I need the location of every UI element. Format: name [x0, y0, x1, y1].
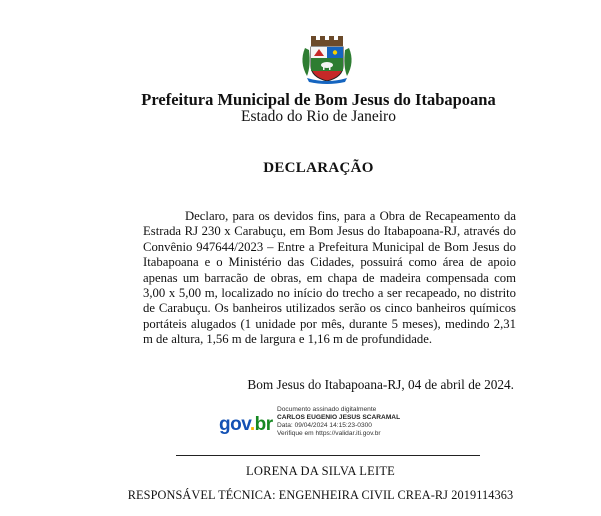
- govbr-logo-dot: .: [249, 414, 255, 435]
- document-heading: DECLARAÇÃO: [263, 160, 374, 176]
- signature-details: [277, 406, 400, 438]
- govbr-logo-br: br: [254, 414, 273, 435]
- signature-caption: Documento assinado digitalmente: [277, 406, 377, 413]
- declaration-paragraph: Declaro, para os devidos fins, para a Obra de Recapeamento da Estrada RJ 230 x Carabuçu, em Bom Jesus do Itabapoana-RJ, através do Convênio 947644/2023 – Entre a Prefeitura Municipal de Bom Jesus do Itabapoana e o Ministério das Cidades, possuirá como área de apoio apenas um barracão de obras, em chapa de madeira compensada com 3,00 x 5,00 m, localizado no início do trecho a ser recapeado, no distrito de Carabuçu. Os banheiros utilizados serão os cinco banheiros químicos portáteis alugados (1 unidade por mês, durante 5 meses), medindo 2,31 m de altura, 1,56 m de largura e 1,16 m de profundidade.: [143, 209, 516, 347]
- signatory-name: LORENA DA SILVA LEITE: [246, 464, 395, 478]
- signature-line: [176, 455, 480, 456]
- signatory-role: RESPONSÁVEL TÉCNICA: ENGENHEIRA CIVIL CREA-RJ 2019114363: [127, 488, 514, 502]
- signer-name: CARLOS EUGENIO JESUS SCARAMAL: [277, 414, 401, 421]
- page-subtitle: Estado do Rio de Janeiro: [241, 108, 396, 125]
- digital-signature-stamp: [219, 402, 409, 446]
- verify-link[interactable]: Verifique em https://validar.iti.gov.br: [277, 430, 381, 437]
- coat-of-arms-icon: [299, 36, 355, 84]
- date-line: Bom Jesus do Itabapoana-RJ, 04 de abril de 2024.: [247, 377, 514, 392]
- page-title: Prefeitura Municipal de Bom Jesus do Itabapoana: [141, 90, 496, 109]
- declaration-body: [143, 209, 516, 348]
- govbr-logo-gov: gov: [219, 414, 250, 435]
- govbr-logo: [219, 414, 273, 436]
- signature-date: Data: 09/04/2024 14:15:23-0300: [277, 422, 372, 429]
